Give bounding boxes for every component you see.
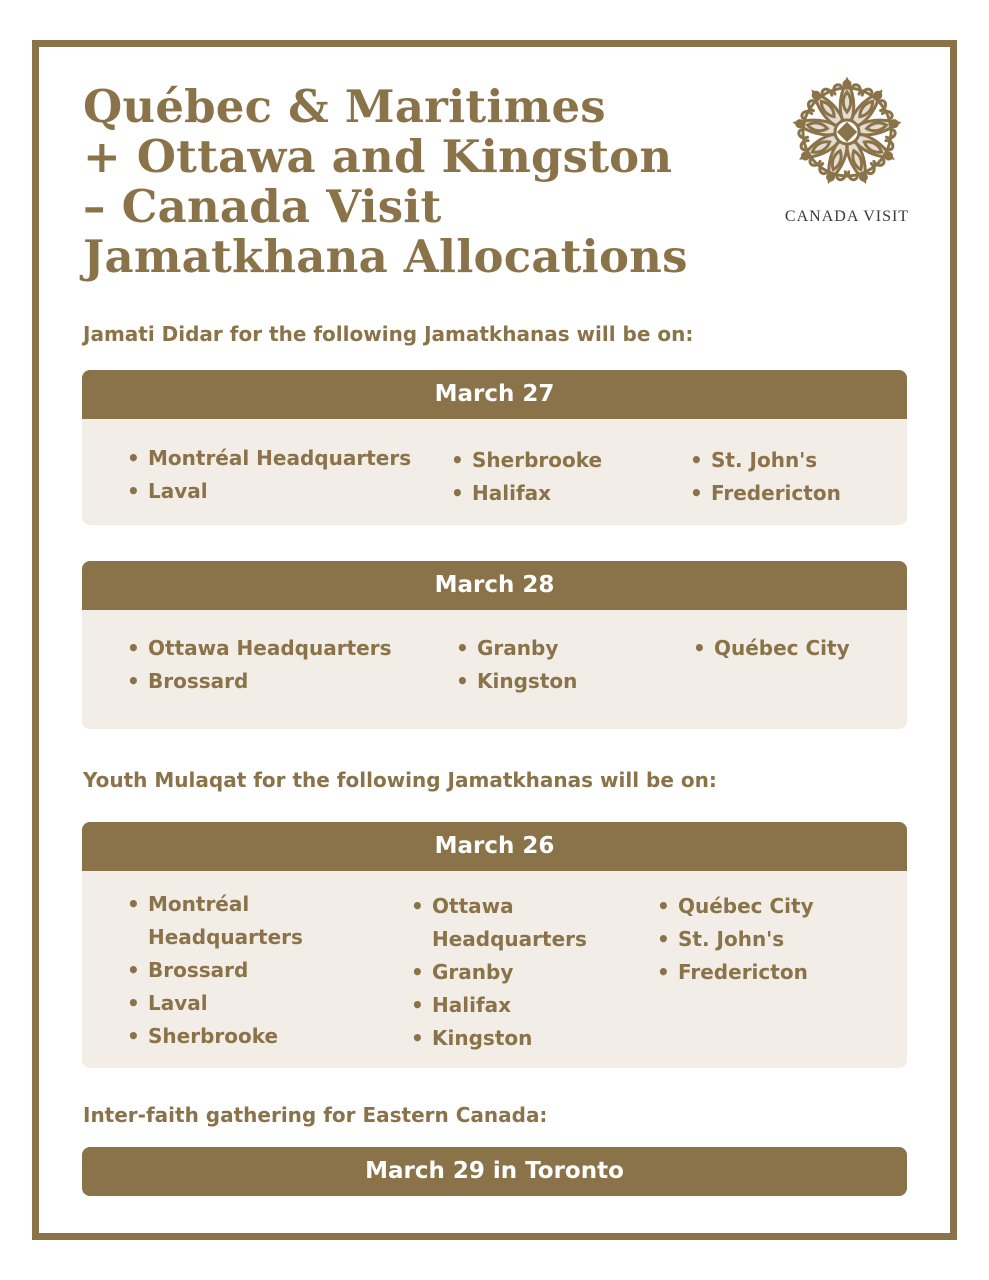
jamatkhana-list-col-3	[690, 444, 841, 510]
list-item-line: Montréal	[148, 892, 250, 916]
list-item: • Montréal Headquarters	[127, 442, 411, 475]
list-item-line: Headquarters	[432, 927, 587, 951]
jamati-didar-heading: Jamati Didar for the following Jamatkhanas will be on:	[83, 322, 694, 346]
jamatkhana-list-col-2	[451, 444, 602, 510]
jamatkhana-list-col-3	[693, 632, 850, 665]
list-item: • Brossard	[127, 665, 391, 698]
title-line-2: + Ottawa and Kingston	[83, 130, 673, 183]
card-march-27	[82, 370, 907, 525]
list-item: • Laval	[127, 475, 411, 508]
jamatkhana-list-col-1	[127, 888, 303, 1053]
jamatkhana-list-col-1	[127, 632, 391, 698]
list-item: • Granby	[411, 956, 587, 989]
title-line-1: Québec & Maritimes	[83, 80, 606, 133]
list-item: • St. John's	[657, 923, 814, 956]
canada-visit-logo	[784, 72, 910, 232]
list-item: • Granby	[456, 632, 577, 665]
list-item: • Fredericton	[657, 956, 814, 989]
logo-text: CANADA VISIT	[784, 208, 910, 225]
list-item: • Laval	[127, 987, 303, 1020]
list-item-line: Ottawa	[432, 894, 514, 918]
list-item: • Brossard	[127, 954, 303, 987]
title-line-4: Jamatkhana Allocations	[83, 230, 688, 283]
youth-mulaqat-heading: Youth Mulaqat for the following Jamatkhanas will be on:	[83, 768, 717, 792]
jamatkhana-list-col-2	[456, 632, 577, 698]
title-line-3: – Canada Visit	[83, 180, 442, 233]
list-item: • Sherbrooke	[127, 1020, 303, 1053]
list-item: • Kingston	[411, 1022, 587, 1055]
card-date-header: March 27	[82, 370, 907, 419]
jamatkhana-list-col-3	[657, 890, 814, 989]
list-item: • Kingston	[456, 665, 577, 698]
card-date-header: March 28	[82, 561, 907, 610]
interfaith-heading: Inter-faith gathering for Eastern Canada:	[83, 1103, 548, 1127]
card-march-28	[82, 561, 907, 729]
list-item: • Halifax	[451, 477, 602, 510]
list-item	[127, 888, 303, 954]
ornamental-rosette-icon	[787, 72, 907, 192]
jamatkhana-list-col-2	[411, 890, 587, 1055]
list-item: • Fredericton	[690, 477, 841, 510]
card-march-26	[82, 822, 907, 1068]
list-item	[411, 890, 587, 956]
list-item: • Québec City	[657, 890, 814, 923]
jamatkhana-list-col-1	[127, 442, 411, 508]
interfaith-date-banner: March 29 in Toronto	[82, 1147, 907, 1196]
list-item: • St. John's	[690, 444, 841, 477]
page-title	[83, 82, 703, 282]
list-item: • Ottawa Headquarters	[127, 632, 391, 665]
list-item: • Halifax	[411, 989, 587, 1022]
list-item: • Québec City	[693, 632, 850, 665]
list-item: • Sherbrooke	[451, 444, 602, 477]
card-date-header: March 26	[82, 822, 907, 871]
list-item-line: Headquarters	[148, 925, 303, 949]
